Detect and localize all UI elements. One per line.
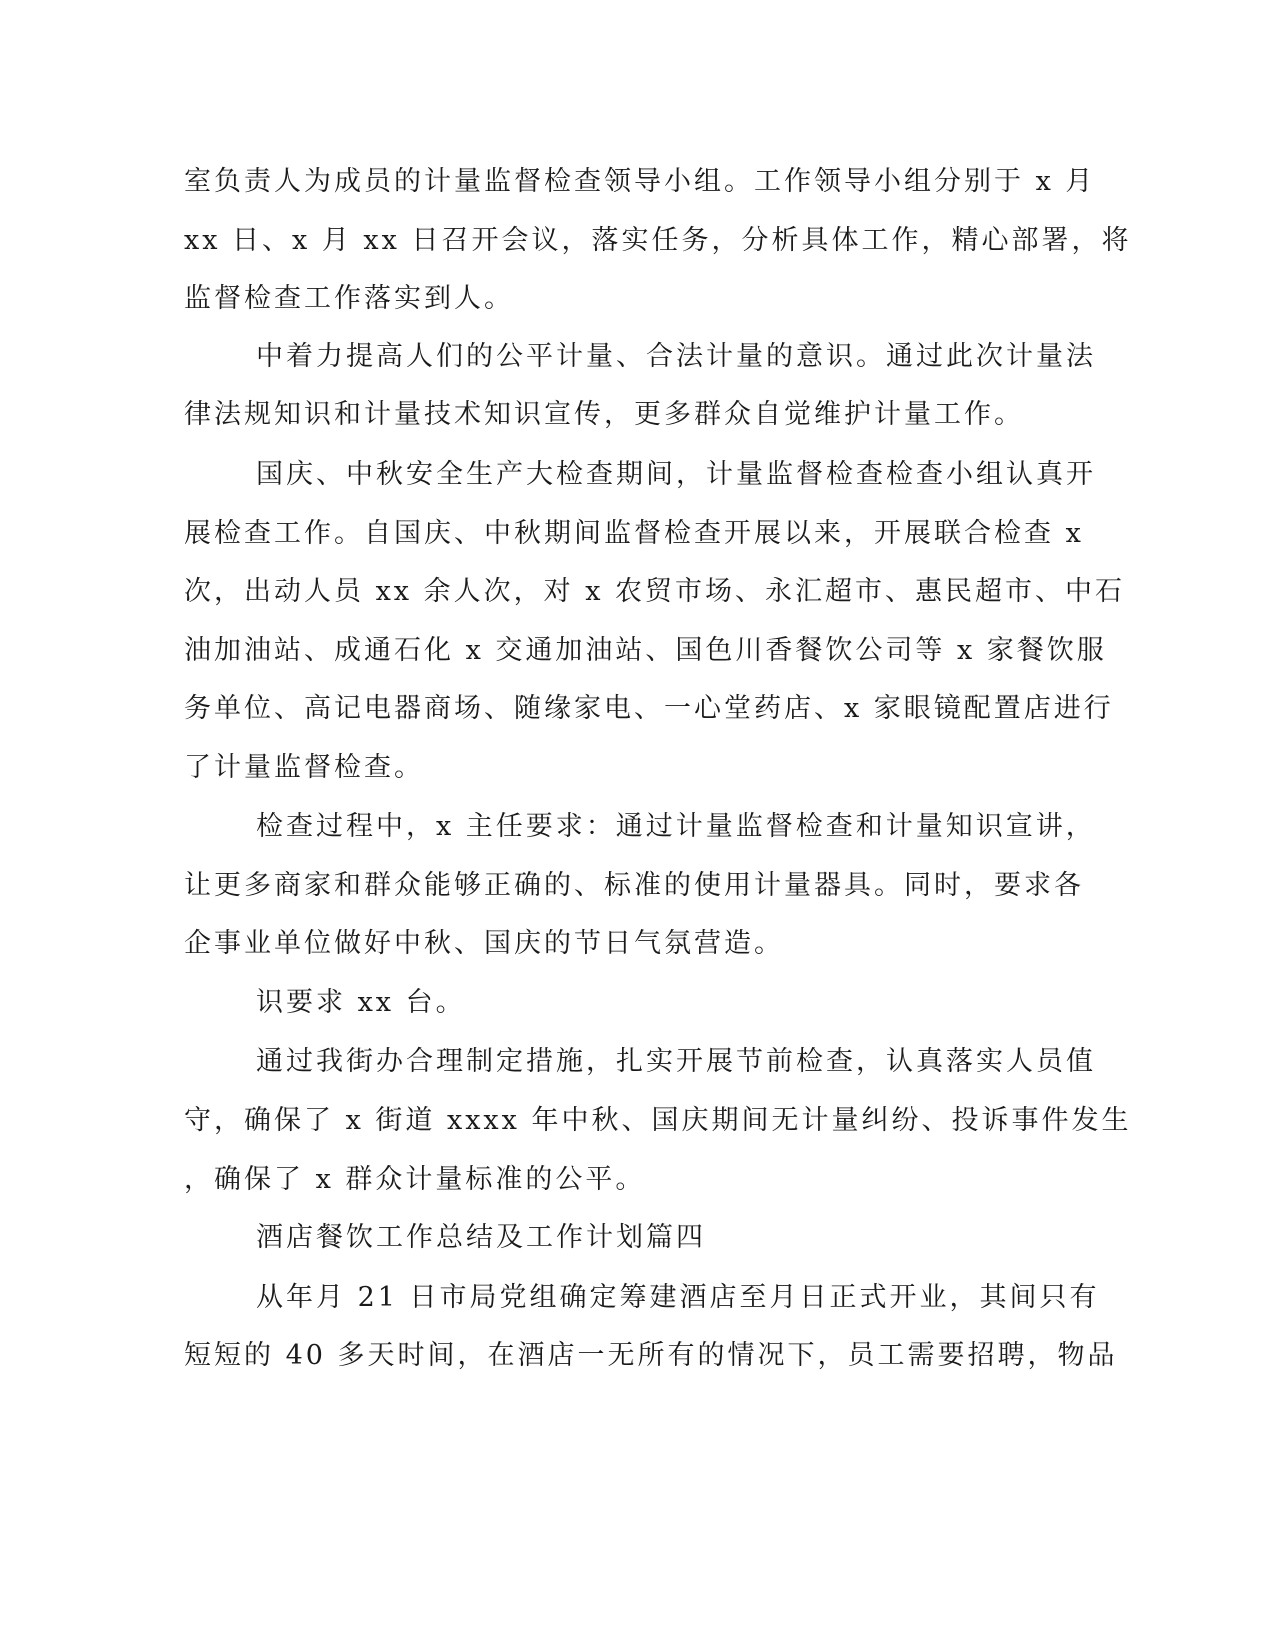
text-line: 了计量监督检查。 (184, 752, 424, 783)
paragraph-start: 中着力提高人们的公平计量、合法计量的意识。通过此次计量法 (256, 341, 1096, 372)
text-line: 油加油站、成通石化 x 交通加油站、国色川香餐饮公司等 x 家餐饮服 (184, 635, 1107, 666)
text-line: xx 日、x 月 xx 日召开会议，落实任务，分析具体工作，精心部署，将 (184, 225, 1132, 256)
text-line: 守，确保了 x 街道 xxxx 年中秋、国庆期间无计量纠纷、投诉事件发生 (184, 1105, 1132, 1136)
paragraph-start: 通过我街办合理制定措施，扎实开展节前检查，认真落实人员值 (256, 1046, 1096, 1077)
text-line: 企事业单位做好中秋、国庆的节日气氛营造。 (184, 928, 784, 959)
text-line: 务单位、高记电器商场、随缘家电、一心堂药店、x 家眼镜配置店进行 (184, 693, 1114, 724)
text-line: 律法规知识和计量技术知识宣传，更多群众自觉维护计量工作。 (184, 399, 1024, 430)
text-line: 次，出动人员 xx 余人次，对 x 农贸市场、永汇超市、惠民超市、中石 (184, 576, 1126, 607)
text-line: 展检查工作。自国庆、中秋期间监督检查开展以来，开展联合检查 x (184, 518, 1084, 549)
text-line: 监督检查工作落实到人。 (184, 283, 514, 314)
paragraph-start: 识要求 xx 台。 (256, 987, 466, 1018)
text-line: 让更多商家和群众能够正确的、标准的使用计量器具。同时，要求各 (184, 870, 1084, 901)
section-heading: 酒店餐饮工作总结及工作计划篇四 (256, 1222, 706, 1253)
paragraph-start: 从年月 21 日市局党组确定筹建酒店至月日正式开业，其间只有 (256, 1282, 1100, 1313)
text-line: 室负责人为成员的计量监督检查领导小组。工作领导小组分别于 x 月 (184, 166, 1096, 197)
text-line: 短短的 40 多天时间，在酒店一无所有的情况下，员工需要招聘，物品 (184, 1340, 1118, 1371)
paragraph-start: 国庆、中秋安全生产大检查期间，计量监督检查检查小组认真开 (256, 459, 1096, 490)
text-line: ，确保了 x 群众计量标准的公平。 (184, 1164, 646, 1195)
paragraph-start: 检查过程中，x 主任要求：通过计量监督检查和计量知识宣讲， (256, 811, 1096, 842)
